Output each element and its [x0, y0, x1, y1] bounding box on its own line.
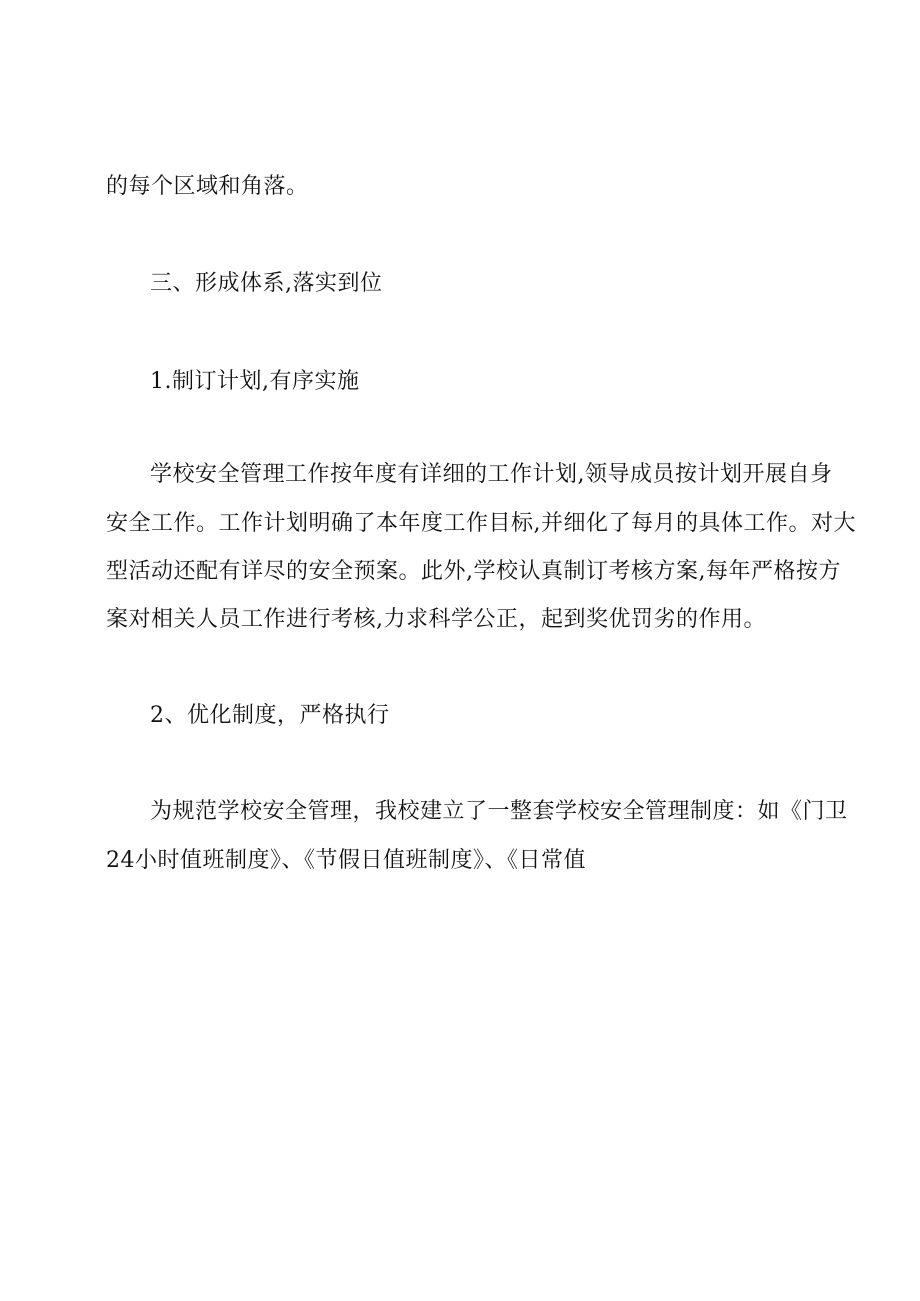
body-paragraph-line: 安全工作。工作计划明确了本年度工作目标,并细化了每月的具体工作。对大 [106, 511, 856, 536]
section-heading: 三、形成体系,落实到位 [150, 271, 383, 296]
subsection-heading: 1.制订计划,有序实施 [150, 369, 360, 394]
subsection-heading: 2、优化制度，严格执行 [150, 703, 390, 728]
paragraph-continuation: 的每个区域和角落。 [106, 174, 309, 199]
body-paragraph-line: 为规范学校安全管理，我校建立了一整套学校安全管理制度：如《门卫 [150, 799, 848, 824]
body-paragraph-line: 型活动还配有详尽的安全预案。此外,学校认真制订考核方案,每年严格按方 [106, 559, 841, 584]
body-paragraph-line: 学校安全管理工作按年度有详细的工作计划,领导成员按计划开展自身 [150, 462, 833, 487]
body-paragraph-line: 24小时值班制度》、《节假日值班制度》、《日常值 [106, 848, 586, 873]
body-paragraph-line: 案对相关人员工作进行考核,力求科学公正，起到奖优罚劣的作用。 [106, 607, 766, 632]
